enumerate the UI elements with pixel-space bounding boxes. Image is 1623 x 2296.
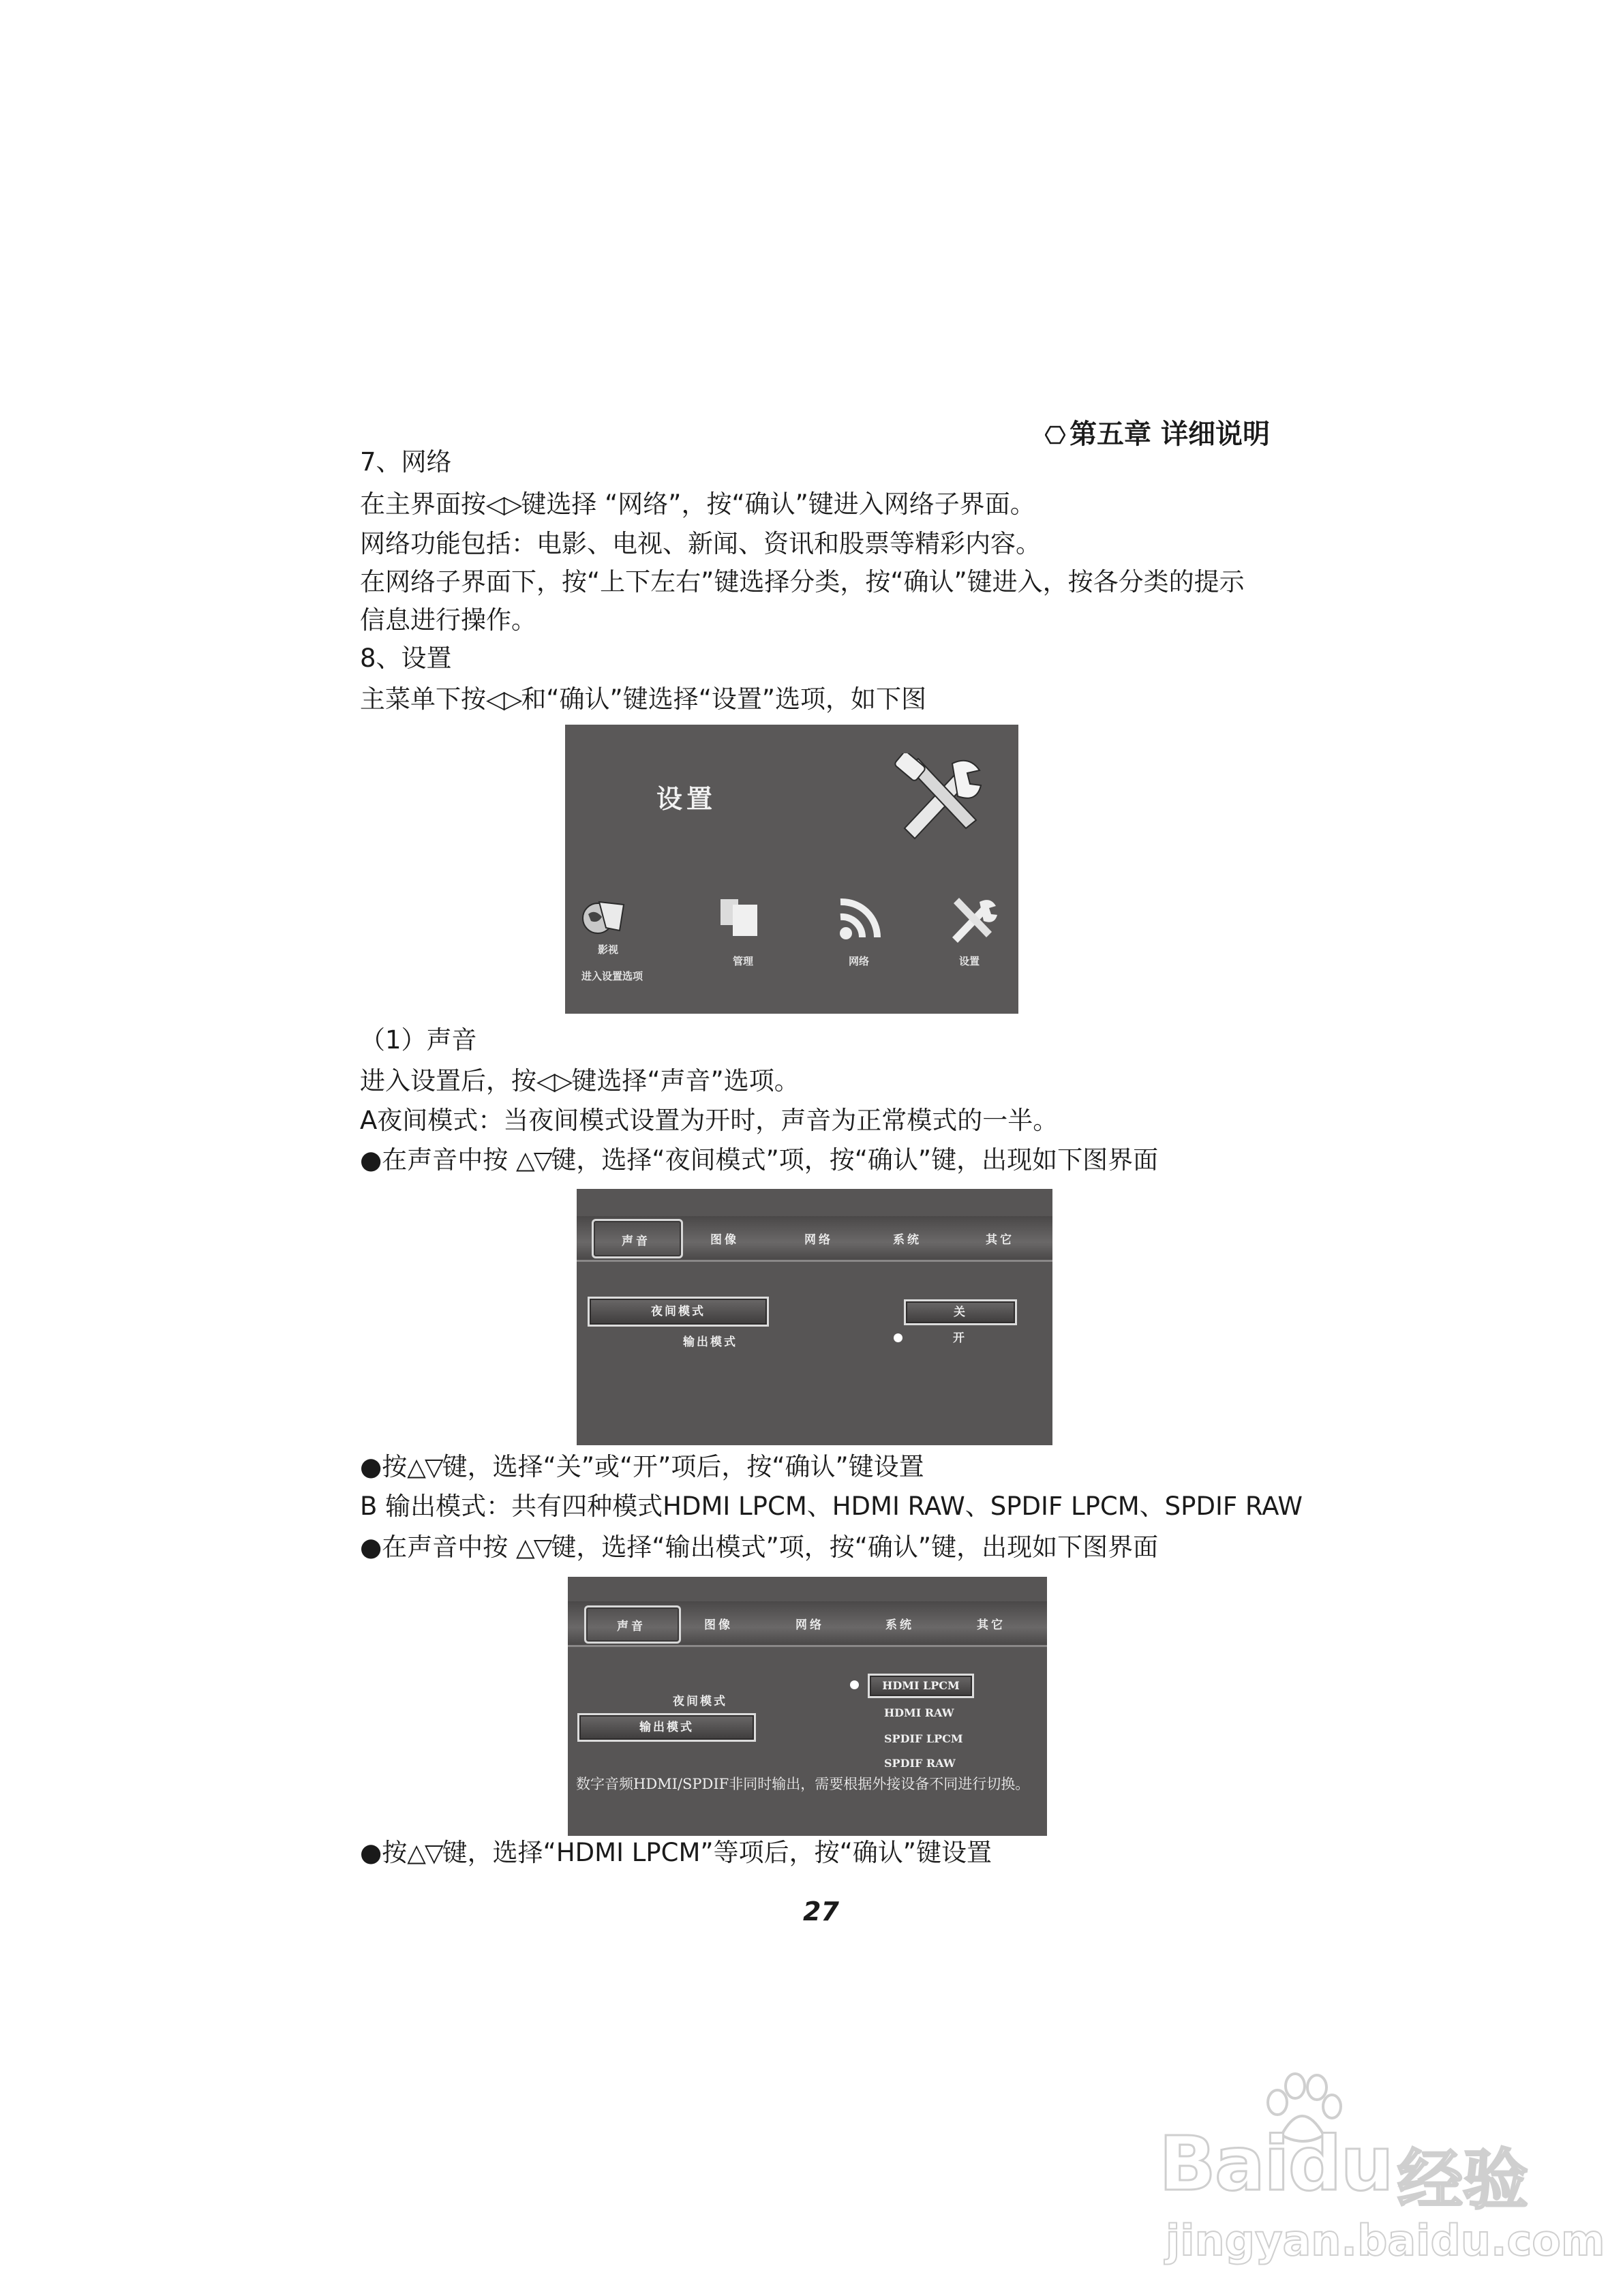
tools-small-icon [945,896,997,944]
option-hdmi-raw[interactable]: HDMI RAW [884,1706,954,1719]
text-line: 网络功能包括：电影、电视、新闻、资讯和股票等精彩内容。 [360,529,1041,558]
up-down-keys-icon: △▽ [516,1147,551,1175]
hint-enter-settings: 进入设置选项 [581,970,643,982]
text-line: 在网络子界面下，按“上下左右”键选择分类，按“确认”键进入，按各分类的提示 [360,567,1245,596]
text-line: B 输出模式：共有四种模式HDMI LPCM、HDMI RAW、SPDIF LPCM、SPDIF RAW [360,1492,1303,1521]
text-line: 信息进行操作。 [360,605,536,635]
night-mode-item[interactable]: 夜间模式 [588,1297,769,1327]
text-line: ●在声音中按 △▽键，选择“输出模式”项，按“确认”键，出现如下图界面 [360,1530,1158,1566]
watermark-url: jingyan.baidu.com [1166,2216,1605,2265]
section-sound-heading: （1）声音 [360,1025,477,1055]
option-spdif-raw[interactable]: SPDIF RAW [884,1757,956,1770]
tab-network[interactable]: 网络 [795,1618,824,1632]
left-right-keys-icon: ◁▷ [536,1068,572,1096]
film-globe-icon [579,895,626,936]
output-mode-item[interactable]: 输出模式 [683,1335,738,1349]
tab-network[interactable]: 网络 [804,1233,833,1247]
section-network-heading: 7、网络 [360,447,452,477]
text-line: 主菜单下按◁▷和“确认”键选择“设置”选项，如下图 [360,682,926,718]
rss-network-icon [836,898,884,943]
section-settings-heading: 8、设置 [360,644,452,673]
radio-selected-dot [894,1333,902,1342]
up-down-keys-icon: △▽ [407,1453,442,1481]
text-line: ●按△▽键，选择“关”或“开”项后，按“确认”键设置 [360,1449,924,1485]
baidu-logo-text: Baidu [1159,2120,1393,2207]
tile-label-network: 网络 [849,955,870,967]
text-line: 进入设置后，按◁▷键选择“声音”选项。 [360,1063,800,1100]
night-mode-item[interactable]: 夜间模式 [673,1695,727,1708]
tile-label-video: 影视 [598,943,619,956]
tile-label-settings: 设置 [959,955,980,967]
up-down-keys-icon: △▽ [516,1534,551,1562]
tab-image[interactable]: 图像 [704,1618,733,1632]
chapter-header [1045,412,1270,451]
option-on[interactable]: 开 [953,1331,967,1345]
option-spdif-lpcm[interactable]: SPDIF LPCM [884,1732,963,1745]
tab-other[interactable]: 其它 [977,1618,1005,1632]
tile-label-manage: 管理 [733,955,754,967]
settings-title: 设置 [656,783,717,814]
tab-sound[interactable]: 声音 [617,1620,646,1633]
tab-image[interactable]: 图像 [710,1233,739,1247]
night-mode-screenshot [577,1189,1052,1445]
radio-selected-dot [850,1680,859,1689]
documents-icon [716,895,764,943]
output-mode-screenshot [568,1577,1047,1836]
tools-large-icon [891,753,993,842]
tab-system[interactable]: 系统 [885,1618,914,1632]
left-right-keys-icon: ◁▷ [486,491,521,519]
output-note: 数字音频HDMI/SPDIF非同时输出，需要根据外接设备不同进行切换。 [576,1776,1030,1792]
option-off[interactable]: 关 [904,1299,1017,1325]
text-line: ●按△▽键，选择“HDMI LPCM”等项后，按“确认”键设置 [360,1835,992,1871]
text-line: 在主界面按◁▷键选择 “网络”，按“确认”键进入网络子界面。 [360,487,1035,523]
option-hdmi-lpcm[interactable]: HDMI LPCM [868,1674,974,1698]
tab-system[interactable]: 系统 [893,1233,922,1247]
output-mode-item[interactable]: 输出模式 [577,1713,756,1742]
text-line: ●在声音中按 △▽键，选择“夜间模式”项，按“确认”键，出现如下图界面 [360,1143,1158,1179]
jingyan-logo-text: 经验 [1397,2142,1528,2218]
chapter-title: 第五章 详细说明 [1070,419,1270,450]
tab-other[interactable]: 其它 [986,1233,1014,1247]
up-down-keys-icon: △▽ [407,1839,442,1867]
tab-sound[interactable]: 声音 [622,1235,650,1248]
page-number: 27 [803,1897,839,1927]
baidu-watermark [1159,2072,1605,2277]
settings-menu-screenshot [565,725,1018,1014]
left-right-keys-icon: ◁▷ [486,686,521,714]
text-line: A夜间模式：当夜间模式设置为开时，声音为正常模式的一半。 [360,1106,1059,1135]
hexagon-icon [1045,425,1065,445]
